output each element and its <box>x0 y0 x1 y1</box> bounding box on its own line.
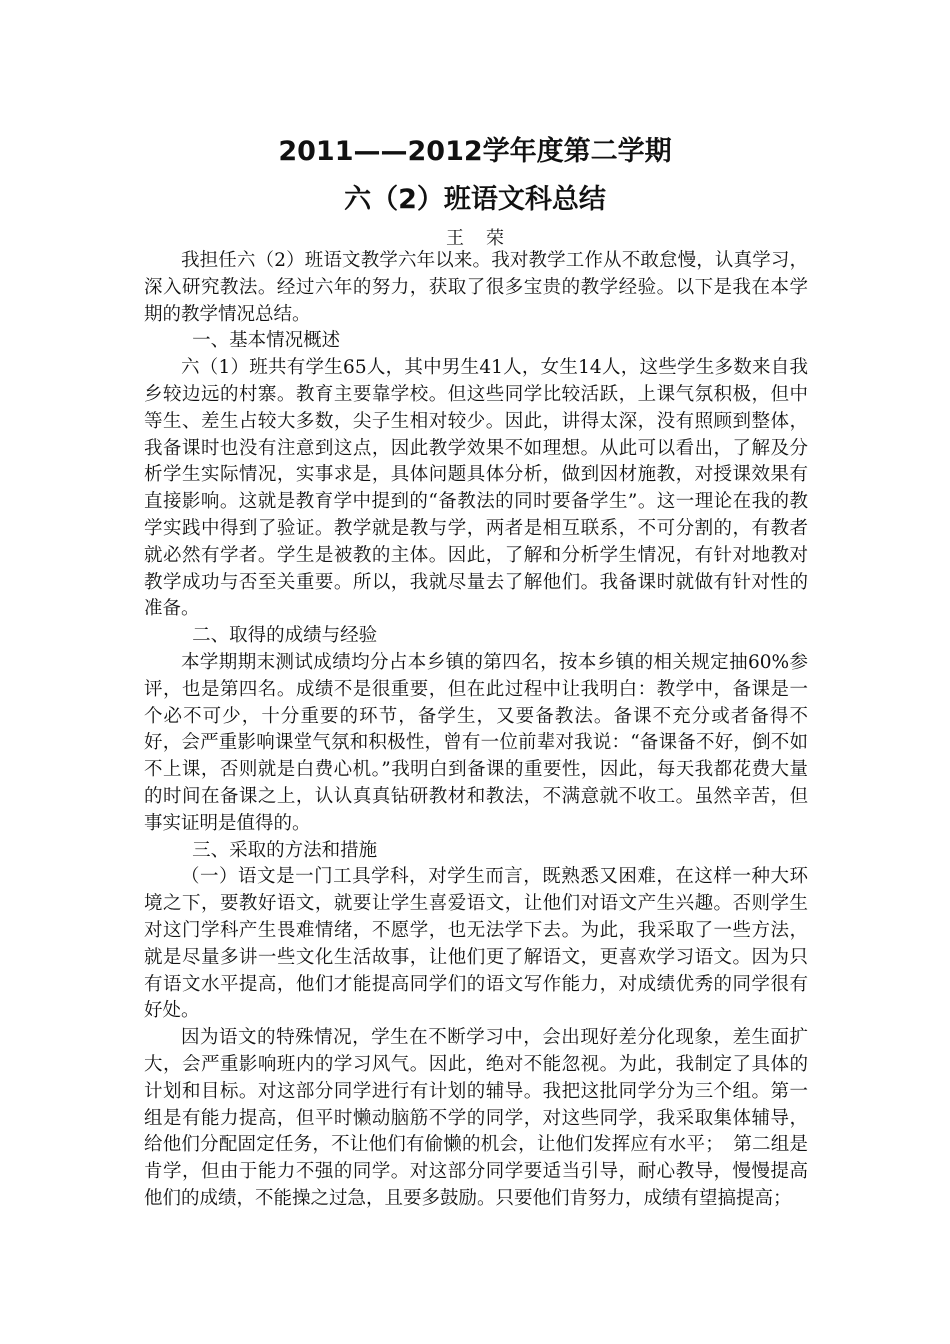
section1-paragraph: 六（1）班共有学生65人，其中男生41人，女生14人，这些学生多数来自我乡较边远的村寨。教育主要靠学校。但这些同学比较活跃，上课气氛积极，但中等生、差生占较大多数，尖子生相对较少。因此，讲得太深，没有照顾到整体，我备课时也没有注意到这点，因此教学效果不如理想。从此可以看出，了解及分析学生实际情况，实事求是，具体问题具体分析，做到因材施教，对授课效果有直接影响。这就是教育学中提到的“备教法的同时要备学生”。这一理论在我的教学实践中得到了验证。教学就是教与学，两者是相互联系，不可分割的，有教者就必然有学者。学生是被教的主体。因此，了解和分析学生情况，有针对地教对教学成功与否至关重要。所以，我就尽量去了解他们。我备课时就做有针对性的准备。 <box>144 357 808 620</box>
section3-paragraph-2: 因为语文的特殊情况，学生在不断学习中，会出现好差分化现象，差生面扩大，会严重影响班内的学习风气。因此，绝对不能忽视。为此，我制定了具体的计划和目标。对这部分同学进行有计划的辅导。我把这批同学分为三个组。第一组是有能力提高，但平时懒动脑筋不学的同学，对这些同学，我采取集体辅导，给他们分配固定任务，不让他们有偷懒的机会，让他们发挥应有水平； 第二组是肯学，但由于能力不强的同学。对这部分同学要适当引导，耐心教导，慢慢提高他们的成绩，不能操之过急，且要多鼓励。只要他们肯努力，成绩有望搞提高； <box>144 1027 808 1209</box>
document-title-line1: 2011——2012学年度第二学期 <box>278 136 672 167</box>
intro-paragraph: 我担任六（2）班语文教学六年以来。我对教学工作从不敢怠慢，认真学习，深入研究教法。经过六年的努力，获取了很多宝贵的教学经验。以下是我在本学期的教学情况总结。 <box>144 250 808 325</box>
section1-heading: 一、基本情况概述 <box>192 330 341 352</box>
section3-paragraph-1: （一）语文是一门工具学科，对学生而言，既熟悉又困难，在这样一种大环境之下，要教好语文，就要让学生喜爱语文，让他们对语文产生兴趣。否则学生对这门学科产生畏难情绪，不愿学，也无法学下去。为此，我采取了一些方法，就是尽量多讲一些文化生活故事，让他们更了解语文，更喜欢学习语文。因为只有语文水平提高，他们才能提高同学们的语文写作能力，对成绩优秀的同学很有好处。 <box>144 866 808 1022</box>
section2-heading: 二、取得的成绩与经验 <box>192 625 378 647</box>
section2-paragraph: 本学期期末测试成绩均分占本乡镇的第四名，按本乡镇的相关规定抽60%参评，也是第四名。成绩不是很重要，但在此过程中让我明白：教学中，备课是一个必不可少，十分重要的环节，备学生，又要备教法。备课不充分或者备得不好，会严重影响课堂气氛和积极性，曾有一位前辈对我说：“备课备不好，倒不如不上课，否则就是白费心机。”我明白到备课的重要性，因此，每天我都花费大量的时间在备课之上，认认真真钻研教材和教法，不满意就不收工。虽然辛苦，但事实证明是值得的。 <box>144 651 808 834</box>
section3-heading: 三、采取的方法和措施 <box>192 839 378 861</box>
document-title-line2: 六（2）班语文科总结 <box>344 184 606 215</box>
document-body <box>144 248 808 1213</box>
author-name: 王荣 <box>446 228 526 249</box>
